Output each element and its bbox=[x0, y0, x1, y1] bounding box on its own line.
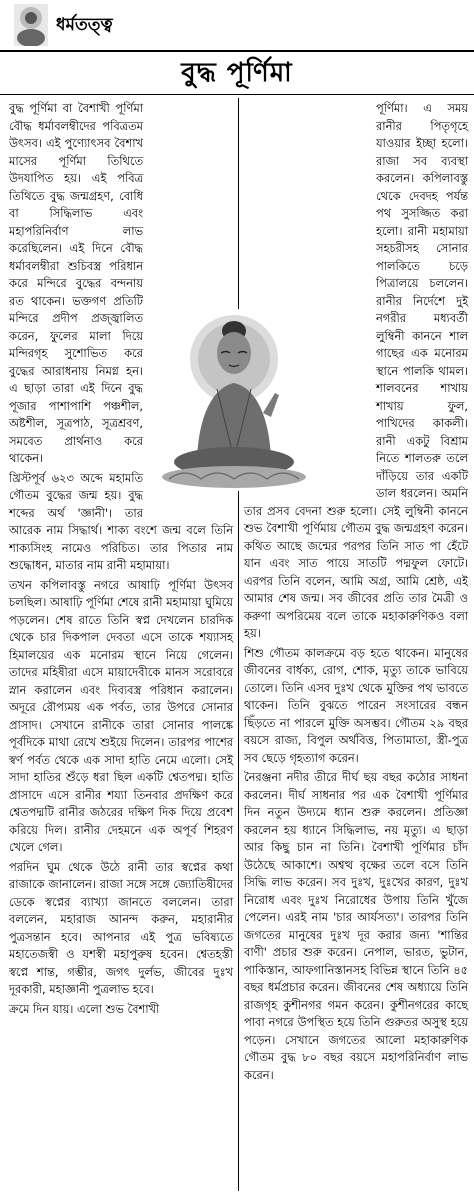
paragraph: পরদিন ঘুম থেকে উঠে রানী তার স্বপ্নের কথা রাজাকে জানালেন। রাজা সঙ্গে সঙ্গে জ্যোতিষীদের ডেকে স্বপ্নের ব্যাখ্যা জানতে বললেন। তারা বললেন, মহারাজ আনন্দ করুন, মহারানীর পুত্রসন্তান হবে। আপনার এই পুত্র ভবিষ্যতে মহাতেজস্বী ও যশস্বী মহাপুরুষ হবেন। শ্বেতহস্তী স্বপ্নে শান্ত, গম্ভীর, জগৎ দুর্লভ, জীবের দুঃখ দূরকারী, মহাজ্ঞানী পুত্রলাভ হবে। bbox=[9, 859, 233, 996]
section-header bbox=[0, 0, 474, 52]
paragraph: ক্রমে দিন যায়। এলো শুভ বৈশাখী bbox=[9, 1001, 160, 1016]
meditating-buddha-illustration bbox=[145, 309, 323, 491]
paragraph: পূর্ণিমা। এ সময় রানীর পিতৃগৃহে যাওয়ার ইচ্ছা হলো। রাজা সব ব্যবস্থা করলেন। কপিলাবস্তু থেকে দেবদহ পর্যন্ত পথ সুসজ্জিত করা হলো। রানী মহামায়া সহচরীসহ সোনার পালকিতে চড়ে পিত্রালয়ে চললেন। রানীর নির্দেশে দুই নগরীর মধ্যবর্তী লুম্বিনী কাননে শাল গাছের এক মনোরম স্থানে পালকি থামল। শালবনের শাখায় শাখায় ফুল, পাখিদের কাকলী। রানী একটু বিশ্রাম নিতে শালতরু তলে দাঁড়িয়ে তার একটি ডাল ধরলেন। অমনি তার প্রসব বেদনা শুরু হলো। সেই লুম্বিনী কাননে শুভ বৈশাখী পূর্ণিমায় গৌতম বুদ্ধ জন্মগ্রহণ করেন। কথিত আছে জন্মের পরপর তিনি সাত পা হেঁটে যান এবং সাত পায়ে সাতটি পদ্মফুল ফোটে। এরপর তিনি বলেন, আমি অগ্র, আমি শ্রেষ্ঠ, এই আমার শেষ জন্ম। সব জীবের প্রতি তার মৈত্রী ও করুণা অপরিমেয় বলে তাকে মহাকারুণিকও বলা হয়। bbox=[244, 101, 468, 640]
article-title: বুদ্ধ পূর্ণিমা bbox=[181, 58, 293, 88]
header-divider bbox=[0, 50, 474, 52]
paragraph: তখন কপিলাবস্তু নগরে আষাঢ়ি পূর্ণিমা উৎসব চলছিল। আষাঢ়ি পূর্ণিমা শেষে রানী মহামায়া ঘুমিয়ে পড়লেন। শেষ রাতে তিনি স্বপ্ন দেখলেন চারদিক থেকে চার দিকপাল দেবতা এসে তাকে শয্যাসহ হিমালয়ের এক মনোরম স্থানে নিয়ে গেলেন। তাদের মহিষীরা এসে মায়াদেবীকে মানস সরোবরে স্নান করালেন এবং দিব্যবস্ত্র পরিধান করালেন। অদূরে রৌপ্যময় এক পর্বত, তার উপরে সোনার প্রাসাদ। সেখানে রানীকে তারা সোনার পালঙ্কে পূর্বদিকে মাথা রেখে শুইয়ে দিলেন। তারপর পাশের স্বর্ণ পর্বত থেকে এক সাদা হাতি নেমে এলো। সেই সাদা হাতির শুঁড়ে ধরা ছিল একটি শ্বেতপদ্ম। হাতি প্রাসাদে এসে রানীর শয্যা তিনবার প্রদক্ষিণ করে শ্বেতপদ্মটি রানীর জঠরের দক্ষিণ দিক দিয়ে প্রবেশ করিয়ে দিল। রানীর দেহমনে এক অপূর্ব শিহরণ খেলে গেল। bbox=[9, 577, 233, 854]
article-left-column bbox=[9, 100, 233, 1020]
paragraph: নৈরঞ্জনা নদীর তীরে দীর্ঘ ছয় বছর কঠোর সাধনা করলেন। দীর্ঘ সাধনার পর এক বৈশাখী পূর্ণিমার দিন নতুন উদ্যমে ধ্যান শুরু করলেন। প্রতিজ্ঞা করলেন হয় ধ্যানে সিদ্ধিলাভ, নয় মৃত্যু। এ ছাড়া আর কিছু চান না তিনি। বৈশাখী পূর্ণিমার চাঁদ উঠেছে আকাশে। অশ্বত্থ বৃক্ষের তলে বসে তিনি সিদ্ধি লাভ করেন। সব দুঃখ, দুঃখের কারণ, দুঃখ নিরোধ এবং দুঃখ নিরোধের উপায় তিনি খুঁজে পেলেন। এরই নাম 'চার আর্যসত্য'। তারপর তিনি জগতের মানুষের দুঃখ দূর করার জন্য 'শান্তির বাণী' প্রচার শুরু করেন। নেপাল, ভারত, ভুটান, পাকিস্তান, আফগানিস্তানসহ বিভিন্ন স্থানে তিনি ৪৫ বছর ধর্মপ্রচার করেন। জীবনের শেষ অধ্যায়ে তিনি রাজগৃহ কুশীনগর গমন করেন। কুশীনগরের কাছে পাবা নগরে উপস্থিত হয়ে তিনি গুরুতর অসুস্থ হয়ে পড়েন। সেখানে জগতের আলো মহাকারুণিক গৌতম বুদ্ধ ৮০ বছর বয়সে মহাপরিনির্বাণ লাভ করেন। bbox=[244, 770, 468, 1082]
buddha-portrait-icon bbox=[14, 4, 48, 46]
article-right-column bbox=[244, 100, 468, 1086]
column-divider bbox=[238, 98, 239, 1191]
paragraph: শিশু গৌতম কালক্রমে বড় হতে থাকেন। মানুষের জীবনের বার্ধক্য, রোগ, শোক, মৃত্যু তাকে ভাবিয়ে তোলে। তিনি এসব দুঃখ থেকে মুক্তির পথ ভাবতে থাকেন। তিনি বুঝতে পারেন সংসারের বন্ধন ছিঁড়তে না পারলে মুক্তি অসম্ভব। গৌতম ২৯ বছর বয়সে রাজ্য, বিপুল অর্থবিত্ত, পিতামাতা, স্ত্রী-পুত্র সব ছেড়ে গৃহত্যাগ করেন। bbox=[244, 645, 468, 765]
paragraph: বুদ্ধ পূর্ণিমা বা বৈশাখী পূর্ণিমা বৌদ্ধ ধর্মাবলম্বীদের পবিত্রতম উৎসব। এই পুণ্যোৎসব বৈশাখ মাসের পূর্ণিমা তিথিতে উদযাপিত হয়। এই পবিত্র তিথিতে বুদ্ধ জন্মগ্রহণ, বোধি বা সিদ্ধিলাভ এবং মহাপরিনির্বাণ লাভ করেছিলেন। এই দিনে বৌদ্ধ ধর্মাবলম্বীরা শুচিবস্ত্র পরিধান করে মন্দিরে বুদ্ধের বন্দনায় রত থাকেন। ভক্তগণ প্রতিটি মন্দিরে প্রদীপ প্রজ্জ্বালিত করেন, ফুলের মালা দিয়ে মন্দিরগৃহ সুশোভিত করে বুদ্ধের আরাধনায় নিমগ্ন হন। এ ছাড়া তারা এই দিনে বুদ্ধ পূজার পাশাপাশি পঞ্চশীল, অষ্টশীল, সূত্রপাঠ, সূত্রশ্রবণ, সমবেত প্রার্থনাও করে থাকেন। bbox=[9, 101, 143, 465]
section-label: ধর্মতত্ত্ব bbox=[56, 15, 113, 35]
paragraph: খ্রিস্টপূর্ব ৬২৩ অব্দে মহামতি গৌতম বুদ্ধের জন্ম হয়। বুদ্ধ শব্দের অর্থ 'জ্ঞানী'। তার আরেক নাম সিদ্ধার্থ। শাক্য বংশে জন্ম বলে তিনি শাক্যসিংহ নামেও পরিচিত। তার পিতার নাম শুদ্ধোধন, মাতার নাম রানী মহামায়া। bbox=[9, 470, 233, 572]
title-divider bbox=[0, 94, 474, 95]
